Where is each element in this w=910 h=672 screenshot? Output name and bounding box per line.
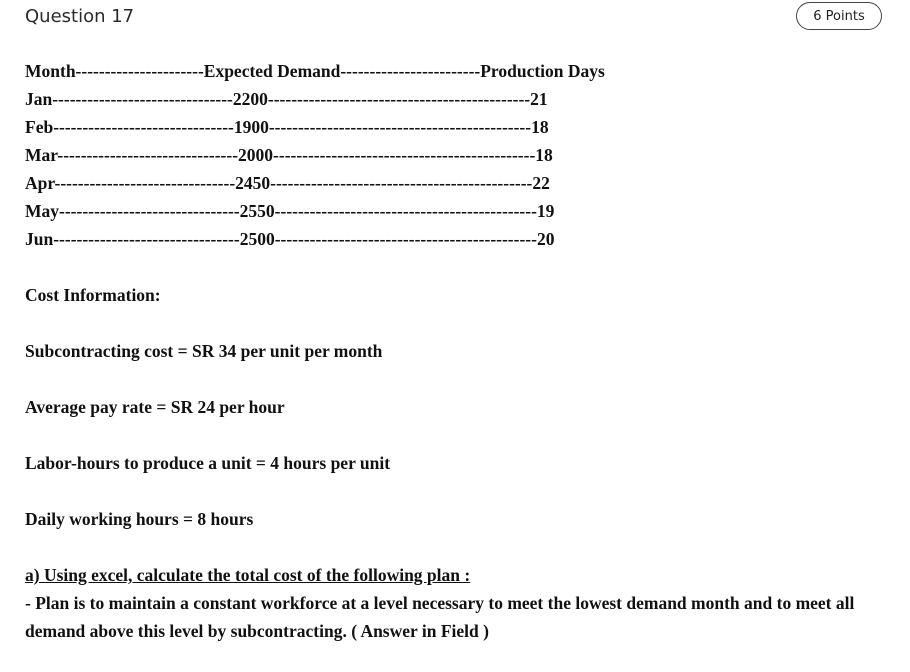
subcontracting-cost: Subcontracting cost = SR 34 per unit per month — [25, 341, 383, 361]
table-row: Jun--------------------------------2500---------------------------------------------20 — [25, 229, 555, 249]
table-row: May-------------------------------2550---------------------------------------------19 — [25, 201, 555, 221]
table-row: Apr-------------------------------2450---------------------------------------------22 — [25, 173, 550, 193]
plan-description: - Plan is to maintain a constant workforce at a level necessary to meet the lowest demand month and to meet all demand above this level by subcontracting. ( Answer in Field ) — [25, 593, 855, 641]
pay-rate: Average pay rate = SR 24 per hour — [25, 397, 285, 417]
daily-hours: Daily working hours = 8 hours — [25, 509, 254, 529]
part-a-heading: a) Using excel, calculate the total cost of the following plan : — [25, 565, 471, 585]
table-row: Jan-------------------------------2200---------------------------------------------21 — [25, 89, 548, 109]
points-badge: 6 Points — [796, 2, 882, 30]
labor-hours: Labor-hours to produce a unit = 4 hours per unit — [25, 453, 391, 473]
question-body — [25, 57, 895, 645]
question-title: Question 17 — [25, 6, 135, 27]
table-header: Month----------------------Expected Demand------------------------Production Days — [25, 61, 605, 81]
cost-heading: Cost Information: — [25, 285, 161, 305]
table-row: Feb-------------------------------1900---------------------------------------------18 — [25, 117, 549, 137]
table-row: Mar-------------------------------2000---------------------------------------------18 — [25, 145, 553, 165]
